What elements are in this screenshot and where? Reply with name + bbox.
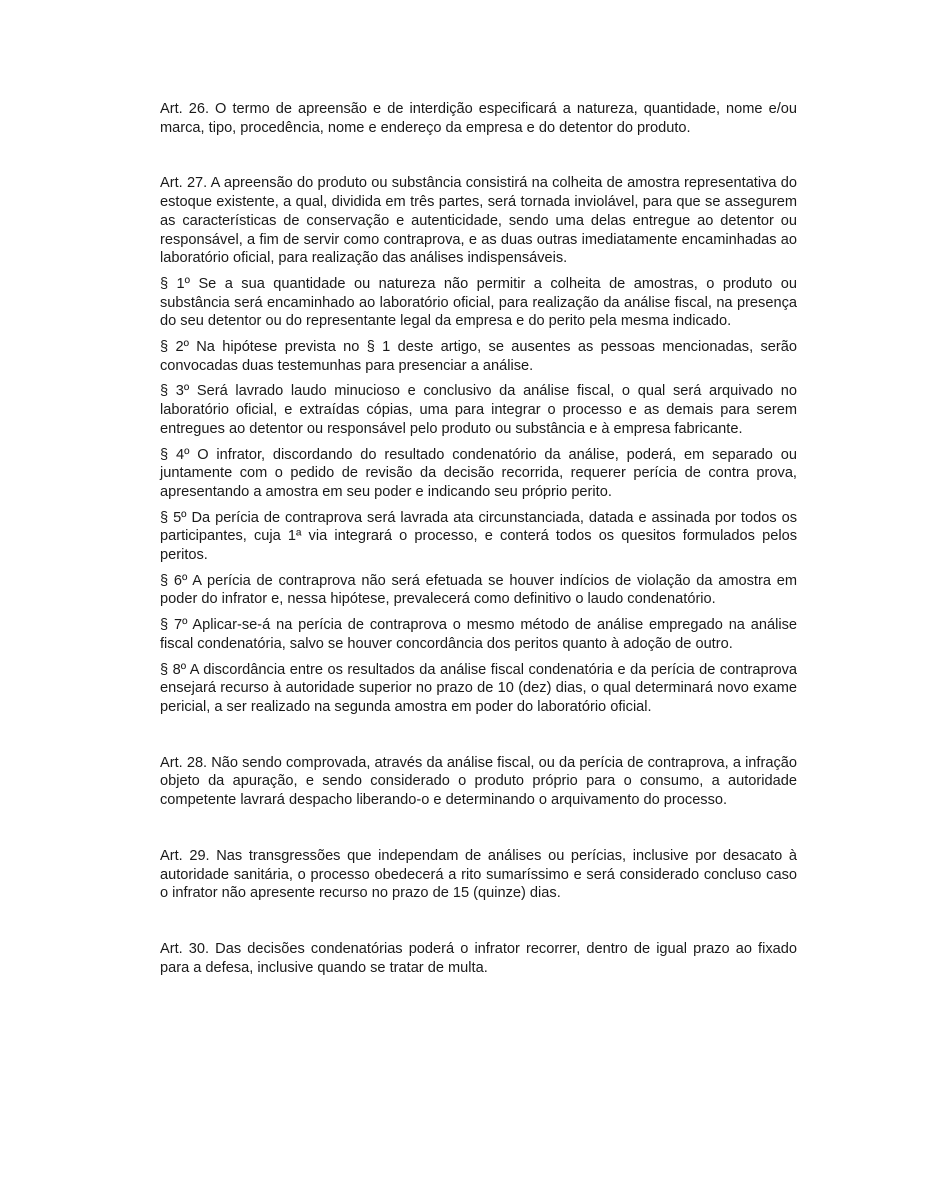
article-27-paragraph-7: § 7º Aplicar-se-á na perícia de contraprova o mesmo método de análise empregado na análise fiscal condenatória, salvo se houver concordância dos peritos quanto à adoção de outro.	[160, 617, 797, 652]
article-27-paragraph-4: § 4º O infrator, discordando do resultado condenatório da análise, poderá, em separado ou juntamente com o pedido de revisão da decisão recorrida, requerer perícia de contra prova, apresentando a amostra em seu poder e indicando seu próprio perito.	[160, 446, 797, 500]
article-29: Art. 29. Nas transgressões que independam de análises ou perícias, inclusive por desacato à autoridade sanitária, o processo obedecerá a rito sumaríssimo e será considerado concluso caso o infrator não apresente recurso no prazo de 15 (quinze) dias.	[160, 847, 797, 902]
article-27-paragraph-1: § 1º Se a sua quantidade ou natureza não permitir a colheita de amostras, o produto ou substância será encaminhado ao laboratório oficial, para realização da análise fiscal, na presença do seu detentor ou do representante legal da empresa e do perito pela mesma indicado.	[160, 275, 797, 330]
article-27-paragraph-2: § 2º Na hipótese prevista no § 1 deste artigo, se ausentes as pessoas mencionadas, serão convocadas duas testemunhas para presenciar a análise.	[160, 339, 797, 374]
article-27-paragraph-8: § 8º A discordância entre os resultados da análise fiscal condenatória e da perícia de contraprova ensejará recurso à autoridade superior no prazo de 10 (dez) dias, o qual determinará novo exame pericial, a ser realizado na segunda amostra em poder do laboratório oficial.	[160, 661, 797, 715]
article-27-paragraph-6: § 6º A perícia de contraprova não será efetuada se houver indícios de violação da amostra em poder do infrator e, nessa hipótese, prevalecerá como definitivo o laudo condenatório.	[160, 572, 797, 608]
article-26: Art. 26. O termo de apreensão e de interdição especificará a natureza, quantidade, nome e/ou marca, tipo, procedência, nome e endereço da empresa e do detentor do produto.	[160, 101, 797, 136]
article-27: Art. 27. A apreensão do produto ou substância consistirá na colheita de amostra representativa do estoque existente, a qual, dividida em três partes, será tornada inviolável, para que se assegurem as características de conservação e autenticidade, sendo uma delas entregue ao detentor ou responsável, a fim de servir como contraprova, e as duas outras imediatamente encaminhadas ao laboratório oficial, para realização das análises indispensáveis.	[160, 175, 797, 267]
article-30: Art. 30. Das decisões condenatórias poderá o infrator recorrer, dentro de igual prazo ao fixado para a defesa, inclusive quando se tratar de multa.	[160, 940, 797, 976]
article-28: Art. 28. Não sendo comprovada, através da análise fiscal, ou da perícia de contraprova, a infração objeto da apuração, e sendo considerado o produto próprio para o consumo, a autoridade competente lavrará despacho liberando-o e determinando o arquivamento do processo.	[160, 754, 797, 809]
article-27-paragraph-3: § 3º Será lavrado laudo minucioso e conclusivo da análise fiscal, o qual será arquivado no laboratório oficial, e extraídas cópias, uma para integrar o processo e as demais para serem entregues ao detentor ou responsável pelo produto ou substância e à empresa fabricante.	[160, 383, 797, 437]
article-27-paragraph-5: § 5º Da perícia de contraprova será lavrada ata circunstanciada, datada e assinada por todos os participantes, cuja 1ª via integrará o processo, e conterá todos os quesitos formulados pelos peritos.	[160, 509, 797, 564]
document-page	[160, 100, 797, 977]
